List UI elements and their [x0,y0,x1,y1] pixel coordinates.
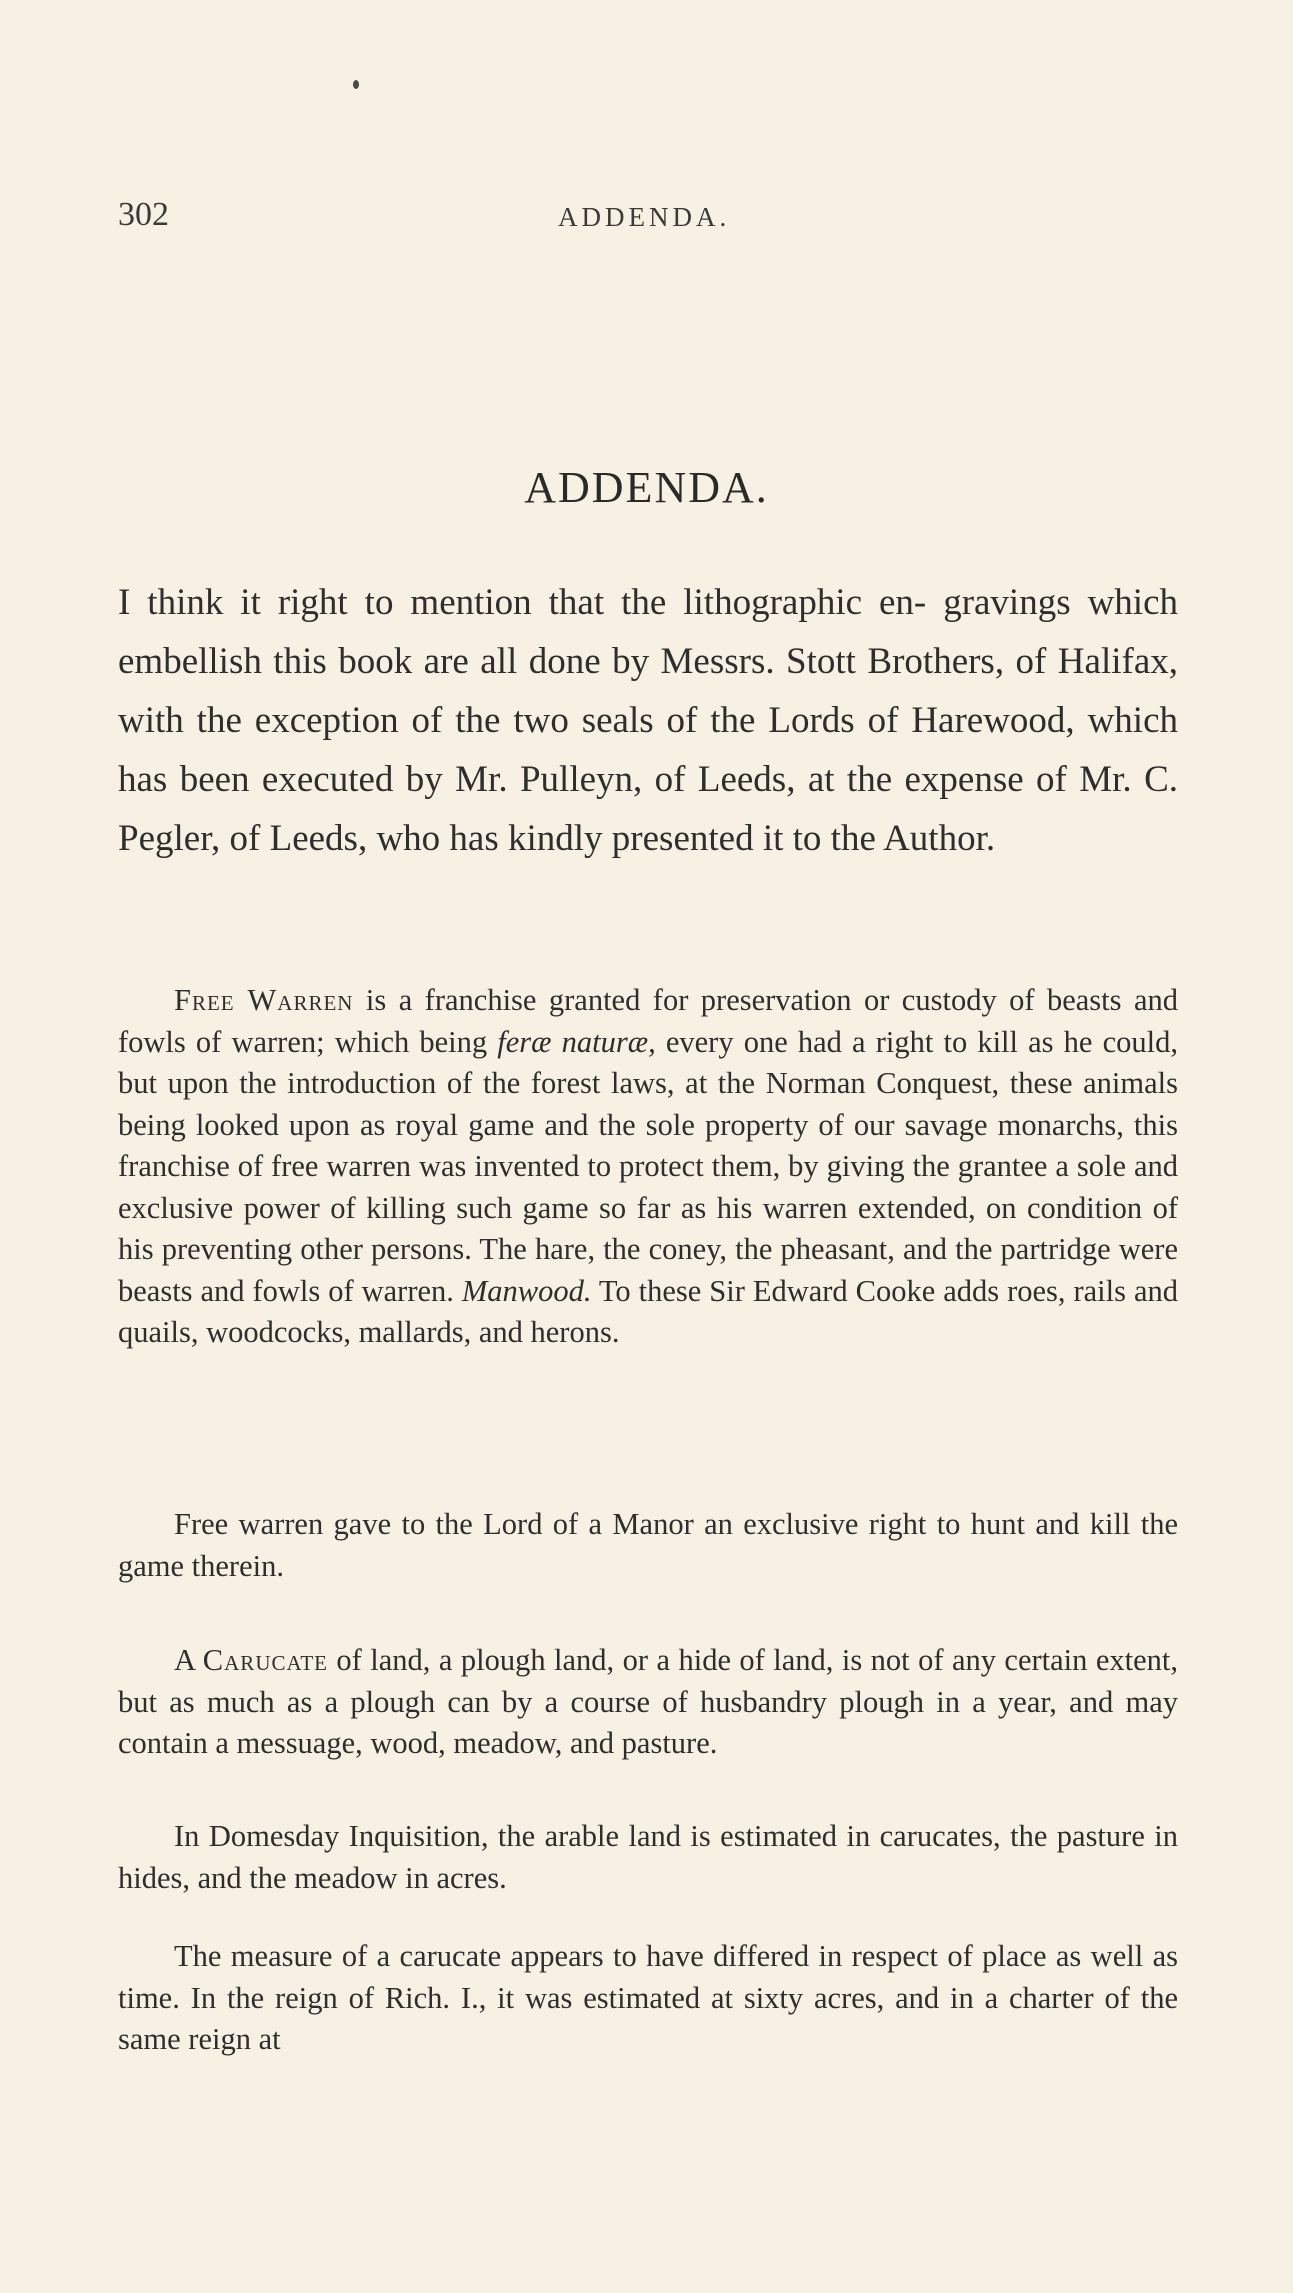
free-warren-text-3: To these Sir Edward Cooke adds roes, rails and quails, woodcocks, mallards, and herons. [118,1273,1179,1349]
carucate-prefix: A [174,1643,203,1677]
carucate-paragraph [118,1640,1178,1765]
free-warren-text-1: is a franchise granted for preservation or custody of beasts and fowls of warren; which being [118,983,1178,1059]
free-warren-note-paragraph: Free warren gave to the Lord of a Manor an exclusive right to hunt and kill the game therein. [118,1507,1178,1583]
intro-paragraph: I think it right to mention that the lithographic en- gravings which embellish this book are all done by Messrs. Stott Brothers, of Halifax, with the exception of the two seals of the Lords of Harewood, which has been executed by Mr. Pulleyn, of Leeds, at the expense of Mr. C. Pegler, of Leeds, who has kindly presented it to the Author. [118,582,1178,859]
ink-speck [353,80,359,89]
free-warren-term: Free Warren [174,983,354,1017]
free-warren-latin: feræ naturæ, [497,1024,656,1059]
free-warren-source: Manwood. [461,1273,592,1308]
free-warren-text-2: every one had a right to kill as he could, but upon the introduction of the forest laws, at the Norman Conquest, these animals being looked upon as royal game and the sole property of our savage monarchs, this franchise of free warren was invented to protect them, by giving the grantee a sole and exclusive power of killing such game so far as his warren extended, on condition of his preventing other persons. The hare, the coney, the pheasant, and the partridge were beasts and fowls of warren. [118,1024,1178,1308]
domesday-paragraph: In Domesday Inquisition, the arable land is estimated in carucates, the pasture in hides, and the meadow in acres. [118,1819,1178,1895]
free-warren-paragraph [118,980,1178,1354]
section-title: ADDENDA. [524,463,769,512]
running-head [118,196,1178,236]
measure-paragraph: The measure of a carucate appears to have differed in respect of place as well as time. In the reign of Rich. I., it was estimated at sixty acres, and in a charter of the same reign at [118,1939,1178,2056]
running-title: ADDENDA. [558,202,731,232]
carucate-term: Carucate [202,1643,328,1677]
carucate-text: of land, a plough land, or a hide of land, is not of any certain extent, but as much as a plough can by a course of husbandry plough in a year, and may contain a messuage, wood, meadow, and pasture. [118,1643,1178,1760]
page-number: 302 [118,196,169,233]
